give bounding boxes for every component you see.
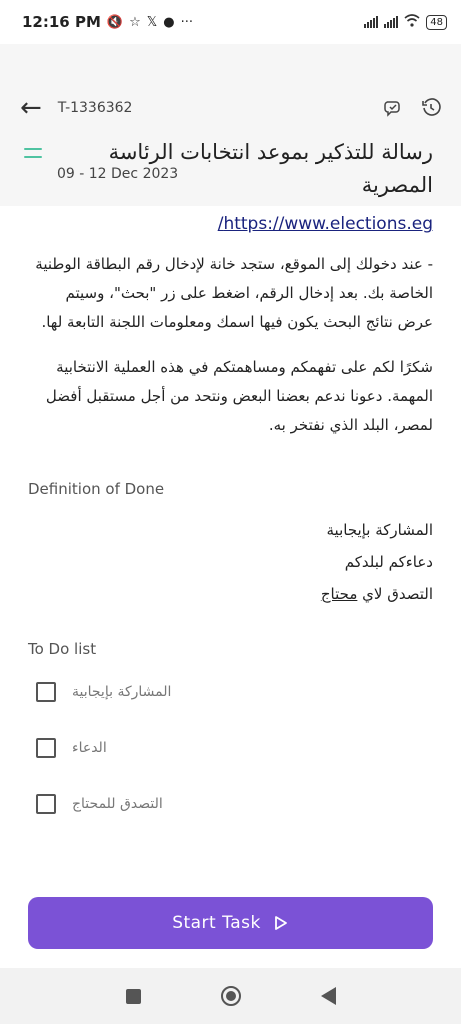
elections-link[interactable] [28,214,433,234]
page-title: رسالة للتذكير بموعد انتخابات الرئاسة المصرية [108,140,433,197]
todo-item-label: الدعاء [72,740,107,756]
todo-checkbox[interactable] [36,682,56,702]
signal-icon [384,16,398,28]
chat-icon[interactable] [383,98,403,118]
start-task-label: Start Task [172,913,261,933]
menu-icon[interactable] [24,148,42,164]
star-icon: ☆ [129,14,141,30]
status-bar [0,0,461,44]
todo-item-label: المشاركة بإيجابية [72,684,172,700]
status-time: 12:16 PM [22,13,101,31]
todo-item-label: التصدق للمحتاج [72,796,163,812]
history-icon[interactable] [421,98,441,118]
x-icon: 𝕏 [146,14,158,30]
mute-icon: 🔇 [106,14,124,30]
instructions-paragraph: - عند دخولك إلى الموقع، ستجد خانة لإدخال رقم البطاقة الوطنية الخاصة بك. بعد إدخال الرقم، اضغط على زر "بحث"، وسيتم عرض نتائج البحث يكون فيها اسمك ومعلومات اللجنة التابعة لها. [35,255,433,331]
todo-list-label: To Do list [28,640,97,658]
start-task-button[interactable] [28,897,433,949]
todo-checkbox[interactable] [36,794,56,814]
more-icon: ··· [180,14,193,30]
battery-icon: 48 [426,15,447,30]
dod-item: المشاركة بإيجابية [326,521,433,539]
back-icon[interactable] [321,987,336,1005]
ticket-date: 09 - 12 Dec 2023 [57,166,179,182]
ticket-id: T-1336362 [57,100,133,116]
dod-item [28,578,433,610]
app-icon: ● [163,14,175,30]
definition-of-done-list [28,514,433,610]
dod-item-prefix: التصدق لاي [357,585,433,603]
todo-item[interactable] [28,776,433,832]
recents-icon[interactable] [126,989,141,1004]
play-icon [271,914,289,932]
elections-link-text[interactable]: https://www.elections.eg/ [217,214,433,234]
todo-checkbox[interactable] [36,738,56,758]
todo-item[interactable] [28,664,433,720]
back-arrow-icon[interactable]: ← [20,93,42,123]
dod-item-underlined: محتاج [320,585,358,603]
todo-item[interactable] [28,720,433,776]
definition-of-done-label: Definition of Done [28,480,165,498]
system-nav-bar [0,968,461,1024]
wifi-icon [404,14,420,30]
dod-item: دعاءكم لبلدكم [344,553,433,571]
thanks-paragraph: شكرًا لكم على تفهمكم ومساهمتكم في هذه العملية الانتخابية المهمة. دعونا ندعم بعضنا البعض ونتحد من أجل مستقبل أفضل لمصر، البلد الذي نفتخر به. [45,358,433,434]
ticket-content [0,206,461,832]
signal-icon [364,16,378,28]
home-icon[interactable] [221,986,241,1006]
todo-list [28,664,433,832]
